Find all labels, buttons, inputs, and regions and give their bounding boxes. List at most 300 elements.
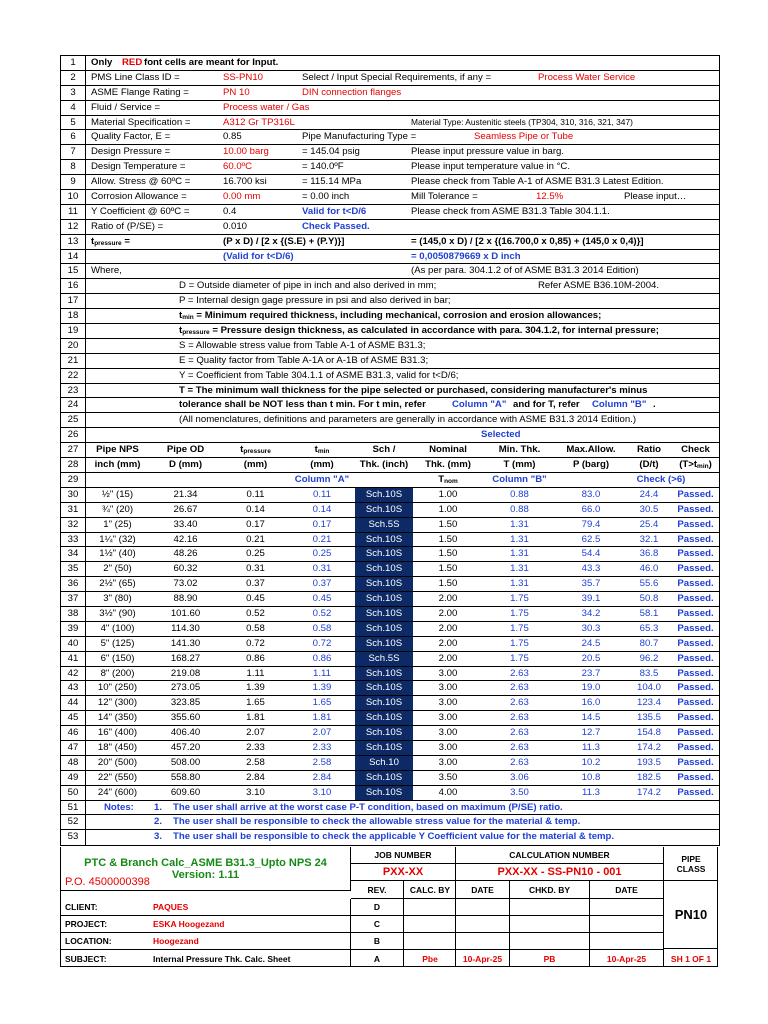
pipe-class-label-2: CLASS: [676, 863, 706, 874]
cell-text: Mill Tolerance =: [411, 191, 478, 203]
cell-text: Valid for t<D/6: [302, 205, 367, 217]
t-min: 2.07: [312, 727, 332, 739]
row-24-text-0: [179, 398, 426, 412]
min-thk: 2.63: [510, 741, 529, 753]
row-6-text-3[interactable]: [474, 130, 573, 144]
row-14-text-0: [223, 250, 294, 264]
row-1-text-1[interactable]: [122, 56, 142, 70]
header-subscript: pressure: [243, 448, 271, 456]
unit-subscript: min: [697, 463, 709, 471]
nominal-thk: 1.00: [438, 503, 458, 515]
min-thk: 1.75: [510, 593, 529, 605]
cell-text: PMS Line Class ID =: [91, 71, 180, 83]
subject-label: SUBJECT:: [65, 953, 107, 964]
ratio-dt: 50.8: [639, 593, 659, 605]
pipe-od: 355.60: [170, 712, 201, 724]
ratio-dt: 182.5: [636, 771, 661, 783]
schedule-select[interactable]: Sch.10S: [355, 771, 413, 785]
schedule-select[interactable]: Sch.10S: [355, 637, 413, 651]
ratio-dt: 65.3: [639, 622, 659, 634]
cell-text: Design Pressure =: [91, 146, 171, 158]
calc-number[interactable]: PXX-XX - SS-PN10 - 001: [456, 864, 664, 881]
check-status: Passed.: [677, 563, 714, 575]
table-row: [61, 533, 719, 548]
row-10-text-1[interactable]: [223, 190, 260, 204]
row-number: 50: [61, 786, 86, 800]
date2-label: DATE: [590, 881, 664, 899]
col-header-9: [672, 443, 719, 457]
nominal-thk: 3.00: [438, 667, 458, 679]
cell-text: Selected: [481, 429, 521, 441]
cell-text: 0.85: [223, 131, 242, 143]
rev-a-date[interactable]: 10-Apr-25: [456, 950, 510, 967]
row-number: 16: [61, 279, 86, 293]
check-status: Passed.: [677, 712, 714, 724]
row-number: 14: [61, 250, 86, 264]
nominal-thk: 1.00: [438, 488, 458, 500]
row-24-text-4: [653, 398, 656, 412]
schedule-select[interactable]: Sch.10S: [355, 562, 413, 576]
t-min: 2.58: [312, 756, 332, 768]
cell-text: 12.5%: [536, 191, 564, 203]
schedule-select[interactable]: Sch.10S: [355, 786, 413, 800]
rev-d-date[interactable]: [456, 899, 510, 916]
unit-header-3: [289, 458, 355, 472]
row-17-text-0: [179, 294, 451, 308]
pipe-od: 457.20: [170, 741, 201, 753]
row-number: 23: [61, 384, 86, 398]
cell-text: Column "B": [592, 399, 647, 411]
nominal-thk: 4.00: [438, 786, 458, 798]
cell-text: Column "A": [452, 399, 507, 411]
unit-header-7: [556, 458, 626, 472]
cell-text: Pipe Manufacturing Type =: [302, 131, 417, 143]
t-pressure: 3.10: [246, 786, 265, 798]
table-row: [61, 562, 719, 577]
pipe-nps: 16" (400): [97, 727, 138, 739]
sheet-row-8: [61, 160, 719, 175]
row-5-text-2: [411, 116, 633, 130]
cell-text: Process Water Service: [538, 71, 636, 83]
check-status: Passed.: [677, 697, 714, 709]
max-allow-pressure: 24.5: [581, 637, 601, 649]
nominal-thk: 3.00: [438, 682, 458, 694]
pipe-class-label: [664, 847, 718, 881]
cell-text: 0.4: [223, 205, 237, 217]
nominal-thk: 2.00: [438, 593, 458, 605]
row-number: 34: [61, 547, 86, 561]
cell-text: = 145.04 psig: [302, 146, 360, 158]
pipe-od: 42.16: [173, 533, 198, 545]
schedule-select[interactable]: Sch.10S: [355, 577, 413, 591]
t-min: 0.25: [312, 548, 332, 560]
cell-text-after: = Pressure design thickness, as calculated in accordance with para. 304.1.2, for internal pressure;: [209, 325, 659, 337]
row-number: 35: [61, 562, 86, 576]
row-number: 38: [61, 607, 86, 621]
row-number: 13: [61, 235, 86, 249]
t-pressure: 0.21: [246, 533, 265, 545]
sheet-title: PTC & Branch Calc_ASME B31.3_Upto NPS 24: [84, 856, 327, 869]
pipe-nps: 4" (100): [100, 622, 135, 634]
row-19-text-0: [179, 324, 659, 340]
rev-d-label: D: [373, 902, 381, 912]
row-3-text-2[interactable]: [302, 86, 401, 100]
max-allow-pressure: 20.5: [581, 652, 601, 664]
row-number: 3: [61, 86, 86, 100]
row-number: 5: [61, 116, 86, 130]
unit-text: Thk. (inch): [359, 459, 409, 471]
max-allow-pressure: 43.3: [581, 563, 601, 575]
rev-b-calc[interactable]: [403, 933, 456, 949]
row-number: 51: [61, 801, 86, 815]
row-16-text-0: [179, 279, 436, 293]
row-2-text-0: [91, 71, 180, 85]
cell-text: t: [91, 235, 95, 247]
header-text: t: [240, 444, 244, 456]
min-thk: 1.31: [510, 548, 529, 560]
min-thk: 2.63: [510, 697, 529, 709]
min-thk: 1.31: [510, 518, 529, 530]
pipe-od: 273.05: [170, 682, 201, 694]
row-6-text-0: [91, 130, 170, 144]
row-number: 20: [61, 339, 86, 353]
row-number: 40: [61, 637, 86, 651]
nominal-thk: 1.50: [438, 548, 458, 560]
min-thk: 2.63: [510, 712, 529, 724]
min-thk: 1.75: [510, 622, 529, 634]
row-4-text-0: [91, 101, 160, 115]
subscript: min: [182, 314, 194, 322]
check-status: Passed.: [677, 756, 714, 768]
unit-header-5: [413, 458, 483, 472]
row-number: 47: [61, 741, 86, 755]
header-text: Pipe NPS: [96, 444, 139, 456]
cell-text: Only: [91, 57, 113, 68]
unit-text: D (mm): [168, 459, 203, 471]
pipe-od: 33.40: [173, 518, 198, 530]
t-min: 0.52: [312, 607, 332, 619]
row-number: 33: [61, 533, 86, 547]
sheet-row-5: [61, 116, 719, 131]
t-pressure: 1.81: [246, 712, 265, 724]
row-number: 12: [61, 220, 86, 234]
row-number: 42: [61, 667, 86, 681]
row-number: 48: [61, 756, 86, 770]
unit-text: P (barg): [572, 459, 610, 471]
schedule-select[interactable]: Sch.10S: [355, 592, 413, 606]
schedule-select[interactable]: Sch.5S: [355, 518, 413, 532]
row-4-text-1[interactable]: [223, 101, 309, 115]
pipe-nps: 3½" (90): [99, 607, 136, 619]
rev-c-date2[interactable]: [590, 916, 664, 933]
rev-c-chkd[interactable]: [510, 916, 590, 933]
rev-a-chkd[interactable]: PB: [510, 950, 590, 967]
row-12-text-2: [302, 220, 370, 234]
schedule-select[interactable]: Sch.10S: [355, 726, 413, 740]
col-header-5: [413, 443, 483, 457]
row-3-text-1[interactable]: [223, 86, 250, 100]
unit-text: (D/t): [639, 459, 659, 471]
cell-text: (All nomenclatures, definitions and parameters are generally in accordance with ASME B31.3 2014 Edition.): [179, 414, 637, 426]
rev-c: [351, 916, 456, 933]
cell-text: 0.00 mm: [223, 191, 261, 203]
table-row: [61, 667, 719, 682]
location-value[interactable]: Hoogezand: [149, 933, 351, 950]
sheet-row-24: [61, 398, 719, 413]
calc-by-label: CALC. BY: [403, 881, 456, 898]
nominal-thk: 3.00: [438, 727, 458, 739]
rev-b-date2[interactable]: [590, 933, 664, 950]
schedule-select[interactable]: Sch.10S: [355, 488, 413, 502]
max-allow-pressure: 14.5: [581, 712, 601, 724]
notes-label: Notes:: [104, 801, 134, 813]
row-2-text-3[interactable]: [538, 71, 635, 85]
min-thk: 3.06: [510, 771, 529, 783]
row-10-text-0: [91, 190, 187, 204]
unit-text-after: ): [708, 459, 712, 471]
project-value[interactable]: ESKA Hoogezand: [149, 916, 351, 933]
min-thk: 0.88: [510, 488, 529, 500]
ratio-dt: 46.0: [639, 563, 659, 575]
max-allow-pressure: 39.1: [581, 593, 601, 605]
note-number: 1.: [154, 801, 163, 813]
max-allow-pressure: 62.5: [581, 533, 601, 545]
row-7-text-2: [302, 145, 360, 159]
check-status: Passed.: [677, 548, 714, 560]
row-number: 53: [61, 830, 86, 845]
header-text: Ratio: [637, 444, 661, 456]
pipe-od: 323.85: [170, 697, 201, 709]
min-thk: 2.63: [510, 667, 529, 679]
max-allow-pressure: 54.4: [581, 548, 601, 560]
table-row: [61, 786, 719, 801]
nominal-thk: 1.50: [438, 563, 458, 575]
t-min: 0.58: [312, 622, 332, 634]
rev-d-calc[interactable]: [403, 899, 456, 915]
col-header-7: [556, 443, 626, 457]
cell-text: PN 10: [223, 86, 250, 98]
t-pressure: 0.11: [246, 488, 265, 500]
chkd-by-label: CHKD. BY: [510, 881, 590, 899]
ratio-dt: 154.8: [636, 727, 661, 739]
row-10-text-4[interactable]: [536, 190, 563, 204]
cell-text: RED: [122, 57, 143, 68]
sheet-row-16: [61, 279, 719, 294]
col-header-8: [626, 443, 672, 457]
rev-c-date[interactable]: [456, 916, 510, 933]
check-status: Passed.: [677, 637, 714, 649]
cell-text: and for T, refer: [513, 399, 580, 411]
t-min: 0.17: [312, 518, 332, 530]
schedule-select[interactable]: Sch.10S: [355, 547, 413, 561]
client-label: CLIENT:: [61, 899, 149, 916]
cell-text: D = Outside diameter of pipe in inch and also derived in mm;: [179, 280, 437, 292]
min-thk: 0.88: [510, 503, 529, 515]
cell-text: Please input…: [624, 191, 687, 203]
t-min: 1.39: [312, 682, 332, 694]
schedule-select[interactable]: Sch.10S: [355, 681, 413, 695]
table-row: [61, 696, 719, 711]
schedule-select[interactable]: Sch.5S: [355, 652, 413, 666]
sheet-row-19: [61, 324, 719, 339]
ratio-dt: 25.4: [639, 518, 659, 530]
t-pressure: 0.37: [246, 578, 265, 590]
schedule-select[interactable]: Sch.10S: [355, 607, 413, 621]
schedule-select[interactable]: Sch.10S: [355, 622, 413, 636]
sheet-row-22: [61, 369, 719, 384]
max-allow-pressure: 16.0: [581, 697, 601, 709]
row-11-text-3: [411, 205, 610, 219]
row-number: 6: [61, 130, 86, 144]
cell-text: 0.010: [223, 220, 248, 232]
schedule-select[interactable]: Sch.10S: [355, 696, 413, 710]
unit-text: T (mm): [503, 459, 536, 471]
max-allow-pressure: 12.7: [581, 727, 601, 739]
unit-header-8: [626, 458, 672, 472]
cell-text: Please input temperature value in °C.: [411, 161, 571, 173]
check-status: Passed.: [677, 622, 714, 634]
max-allow-pressure: 10.8: [581, 771, 601, 783]
row-23-text-0: [179, 384, 648, 398]
sheet-row-7: [61, 145, 719, 160]
min-thk: 1.75: [510, 652, 529, 664]
schedule-select[interactable]: Sch.10S: [355, 533, 413, 547]
pipe-nps: 1¼" (32): [99, 533, 136, 545]
sheet-version: Version: 1.11: [171, 868, 240, 881]
row-10-text-2: [302, 190, 349, 204]
unit-text: (mm): [310, 459, 334, 471]
cell-text: (Valid for t<D/6): [223, 250, 294, 262]
note-number: 2.: [154, 816, 163, 828]
cell-text: = 115.14 MPa: [302, 176, 362, 188]
schedule-select[interactable]: Sch.10S: [355, 503, 413, 517]
check-status: Passed.: [677, 503, 714, 515]
row-number: 39: [61, 622, 86, 636]
row-26-text-0: [481, 428, 520, 442]
t-pressure: 2.84: [246, 771, 265, 783]
rev-d-date2[interactable]: [590, 899, 664, 916]
row-number: 2: [61, 71, 86, 85]
row-number: 11: [61, 205, 86, 219]
table-row: [61, 726, 719, 741]
rev-d-chkd[interactable]: [510, 899, 590, 916]
cell-text: (As per para. 304.1.2 of of ASME B31.3 2014 Edition): [411, 265, 639, 277]
sheet-row-6: [61, 130, 719, 145]
row-number: 28: [61, 458, 86, 472]
pipe-od: 88.90: [173, 593, 198, 605]
row-20-text-0: [179, 339, 425, 353]
row-5-text-1[interactable]: [223, 116, 295, 130]
tnom-label: [413, 473, 483, 487]
po-number[interactable]: P.O. 4500000398: [61, 874, 351, 891]
row-number: 9: [61, 175, 86, 189]
row-number: 7: [61, 145, 86, 159]
row-number: 24: [61, 398, 86, 412]
min-thk: 2.63: [510, 682, 529, 694]
t-pressure: 2.58: [246, 756, 265, 768]
cell-text: Please check from Table A-1 of ASME B31.3 Latest Edition.: [411, 176, 664, 188]
client-value[interactable]: PAQUES: [149, 899, 351, 916]
location-label: LOCATION:: [61, 933, 149, 950]
check-status: Passed.: [677, 682, 714, 694]
row-14-text-1: [411, 250, 521, 264]
cell-text: Seamless Pipe or Tube: [474, 131, 574, 143]
row-16-text-1: [538, 279, 659, 293]
subscript: pressure: [94, 239, 122, 247]
column-a-label: Column "A": [294, 473, 350, 485]
ratio-dt: 174.2: [636, 741, 661, 753]
table-row: [61, 607, 719, 622]
cell-text: Refer ASME B36.10M-2004.: [538, 280, 660, 292]
cell-text-after: = Minimum required thickness, including mechanical, corrosion and erosion allowances;: [193, 310, 602, 322]
header-subscript: min: [317, 448, 330, 456]
rev-a-calc[interactable]: Pbe: [403, 950, 456, 967]
header-text: Max.Allow.: [566, 444, 616, 456]
cell-text: font cells are meant for Input.: [144, 57, 279, 68]
row-11-text-2: [302, 205, 366, 219]
row-21-text-0: [179, 354, 428, 368]
col-header-4: [355, 443, 413, 457]
cell-text: 60.0ºC: [223, 161, 253, 173]
row-number: 36: [61, 577, 86, 591]
ratio-dt: 96.2: [639, 652, 659, 664]
pipe-nps: 12" (300): [97, 697, 138, 709]
pipe-nps: 6" (150): [100, 652, 135, 664]
cell-text: 10.00 barg: [223, 146, 269, 158]
row-25-text-0: [179, 413, 636, 427]
row-2-text-1[interactable]: [223, 71, 263, 85]
cell-text: Design Temperature =: [91, 161, 186, 173]
t-min: 0.45: [312, 593, 332, 605]
pipe-nps: 8" (200): [100, 667, 135, 679]
cell-text: A312 Gr TP316L: [223, 116, 295, 128]
row-number: 41: [61, 652, 86, 666]
t-pressure: 0.52: [246, 607, 265, 619]
rev-a-date2[interactable]: 10-Apr-25: [590, 950, 664, 967]
max-allow-pressure: 11.3: [582, 741, 600, 753]
ratio-dt: 80.7: [639, 637, 659, 649]
table-row: [61, 547, 719, 562]
t-min: 0.31: [312, 563, 332, 575]
max-allow-pressure: 11.3: [582, 786, 600, 798]
pipe-od: 406.40: [170, 727, 201, 739]
schedule-select[interactable]: Sch.10: [355, 756, 413, 770]
row-7-text-1[interactable]: [223, 145, 269, 159]
row-8-text-1[interactable]: [223, 160, 252, 174]
rev-c-calc[interactable]: [403, 916, 456, 932]
schedule-select[interactable]: Sch.10S: [355, 667, 413, 681]
nominal-thk: 3.00: [438, 741, 458, 753]
max-allow-pressure: 30.3: [581, 622, 601, 634]
job-number[interactable]: PXX-XX: [351, 864, 456, 881]
row-7-text-3: [411, 145, 564, 159]
rev-label: REV.: [367, 884, 387, 895]
note-text: The user shall arrive at the worst case P-T condition, based on maximum (P/SE) ratio.: [173, 801, 563, 813]
row-number: 22: [61, 369, 86, 383]
schedule-select[interactable]: Sch.10S: [355, 711, 413, 725]
unit-header-6: [483, 458, 556, 472]
rev-b-chkd[interactable]: [510, 933, 590, 950]
min-thk: 2.63: [510, 727, 529, 739]
rev-b-date[interactable]: [456, 933, 510, 950]
schedule-select[interactable]: Sch.10S: [355, 741, 413, 755]
sheet-row-3: [61, 86, 719, 101]
min-thk: 1.31: [510, 533, 529, 545]
cell-text: DIN connection flanges: [302, 86, 402, 98]
row-number: 1: [61, 56, 86, 70]
cell-text: = 0.00 inch: [302, 191, 350, 203]
t-pressure: 0.25: [246, 548, 265, 560]
